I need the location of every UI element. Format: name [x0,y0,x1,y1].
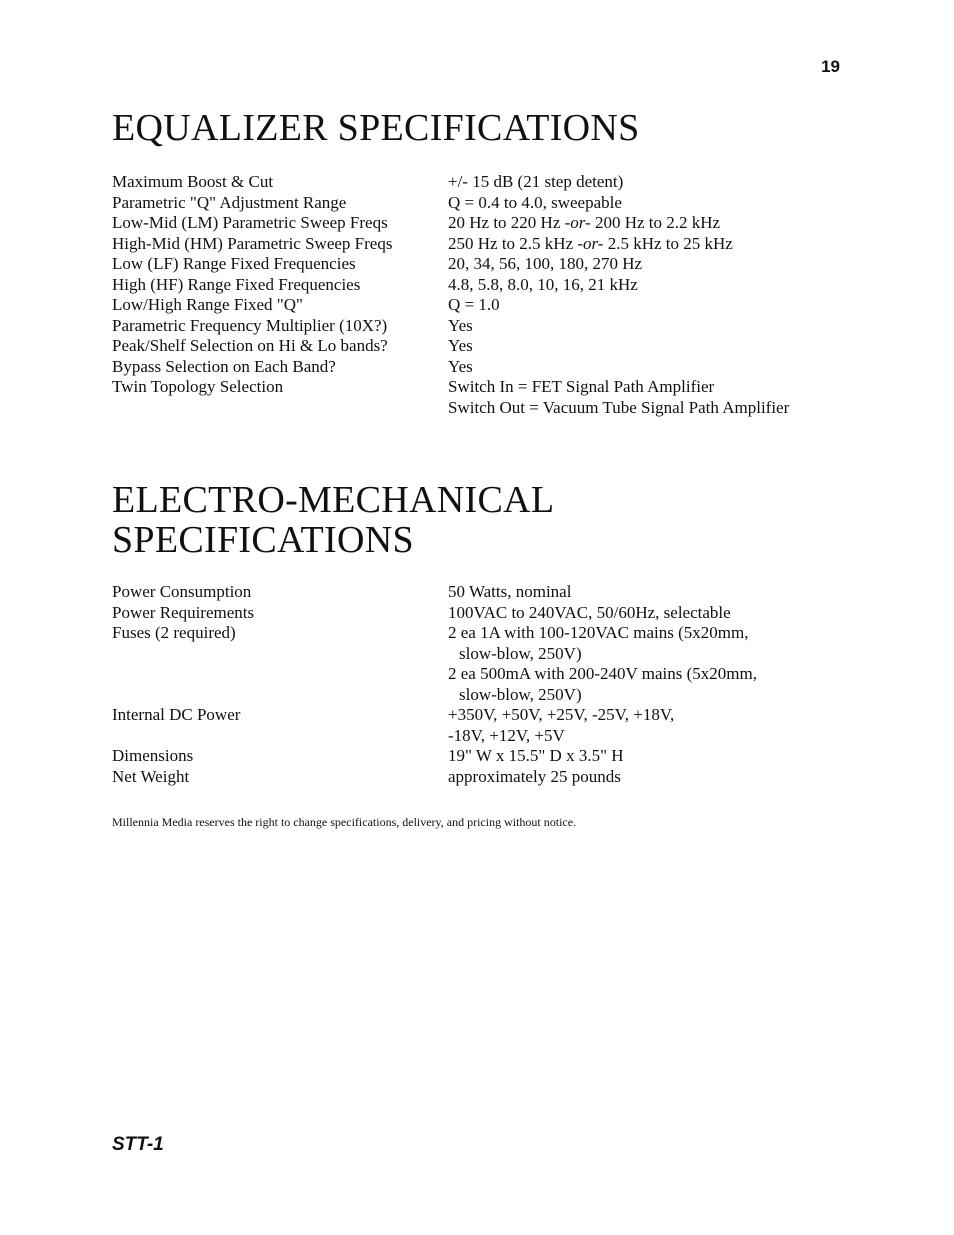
spec-value-line: +/- 15 dB (21 step detent) [448,172,624,191]
spec-row-high-mid-sweep [112,234,832,255]
spec-row-peak-shelf-selection [112,336,832,357]
spec-label: Twin Topology Selection [112,377,284,396]
spec-value [448,705,832,746]
spec-value-line: 2 ea 1A with 100-120VAC mains (5x20mm, [448,623,749,642]
spec-value [448,582,832,603]
spec-row-fuses [112,623,832,705]
spec-value-line: slow-blow, 250V) [459,643,582,663]
spec-row-internal-dc-power [112,705,832,746]
spec-row-frequency-multiplier [112,316,832,337]
spec-value [448,316,832,337]
spec-label: Fuses (2 required) [112,623,236,642]
spec-label: Power Requirements [112,602,255,622]
spec-row-power-requirements [112,603,832,624]
spec-value-line: -18V, +12V, +5V [448,725,565,745]
spec-value-line: 20 Hz to 220 Hz -or- 200 Hz to 2.2 kHz [448,213,721,232]
spec-value-line: 50 Watts, nominal [448,582,572,601]
spec-row-twin-topology [112,377,832,418]
spec-value-line: slow-blow, 250V) [459,684,582,704]
spec-value-line: Yes [448,356,473,376]
disclaimer-text: Millennia Media reserves the right to change specifications, delivery, and pricing without notice. [112,815,577,829]
spec-row-fixed-q [112,295,832,316]
spec-row-low-fixed-frequencies [112,254,832,275]
spec-value-line: 2 ea 500mA with 200-240V mains (5x20mm, [448,664,757,683]
spec-value-line: 19" W x 15.5" D x 3.5" H [448,746,624,765]
spec-value [448,254,832,275]
spec-value-line: 250 Hz to 2.5 kHz -or- 2.5 kHz to 25 kHz [448,233,733,253]
spec-row-low-mid-sweep [112,213,832,234]
page-number: 19 [821,57,840,76]
spec-value-line: Yes [448,315,473,335]
spec-value [448,377,832,418]
spec-value-line: 20, 34, 56, 100, 180, 270 Hz [448,254,643,273]
spec-value [448,623,832,705]
spec-label: Parametric Frequency Multiplier (10X?) [112,315,388,335]
electro-mechanical-spec-table [112,582,832,787]
spec-label: Peak/Shelf Selection on Hi & Lo bands? [112,336,388,355]
spec-row-bypass-selection [112,357,832,378]
spec-row-high-fixed-frequencies [112,275,832,296]
spec-value-line: +350V, +50V, +25V, -25V, +18V, [448,705,675,724]
spec-label: Power Consumption [112,582,252,601]
spec-label: Internal DC Power [112,705,241,724]
spec-value-line: 4.8, 5.8, 8.0, 10, 16, 21 kHz [448,274,638,294]
spec-value-line: approximately 25 pounds [448,766,621,786]
spec-row-max-boost-cut [112,172,832,193]
spec-row-net-weight [112,767,832,788]
heading-line: ELECTRO-MECHANICAL [112,479,555,521]
spec-label: Parametric "Q" Adjustment Range [112,192,347,212]
spec-value-line: Yes [448,336,473,355]
spec-value-line: Q = 1.0 [448,295,500,314]
spec-value-line: Q = 0.4 to 4.0, sweepable [448,192,622,212]
heading-line: SPECIFICATIONS [112,519,414,561]
spec-label: Low (LF) Range Fixed Frequencies [112,254,356,273]
spec-value-line: Switch In = FET Signal Path Amplifier [448,377,715,396]
spec-value [448,172,832,193]
spec-value [448,767,832,788]
spec-value [448,357,832,378]
electro-mechanical-specifications-heading [112,480,812,560]
spec-label: Dimensions [112,746,194,765]
spec-label: Bypass Selection on Each Band? [112,356,336,376]
spec-row-dimensions [112,746,832,767]
spec-value [448,336,832,357]
spec-label: High (HF) Range Fixed Frequencies [112,274,361,294]
spec-label: Low/High Range Fixed "Q" [112,295,303,314]
spec-value [448,193,832,214]
spec-label: Maximum Boost & Cut [112,172,274,191]
spec-row-q-adjustment-range [112,193,832,214]
spec-label: High-Mid (HM) Parametric Sweep Freqs [112,233,393,253]
spec-row-power-consumption [112,582,832,603]
spec-label: Net Weight [112,766,190,786]
spec-value [448,213,832,234]
spec-value [448,295,832,316]
spec-value-line: Switch Out = Vacuum Tube Signal Path Amplifier [448,397,790,417]
spec-label: Low-Mid (LM) Parametric Sweep Freqs [112,213,388,232]
spec-value [448,746,832,767]
spec-value-line: 100VAC to 240VAC, 50/60Hz, selectable [448,602,731,622]
equalizer-spec-table [112,172,832,418]
spec-value [448,234,832,255]
spec-value [448,603,832,624]
equalizer-specifications-heading: EQUALIZER SPECIFICATIONS [112,107,640,149]
spec-value [448,275,832,296]
footer-model-name: STT-1 [112,1134,164,1155]
